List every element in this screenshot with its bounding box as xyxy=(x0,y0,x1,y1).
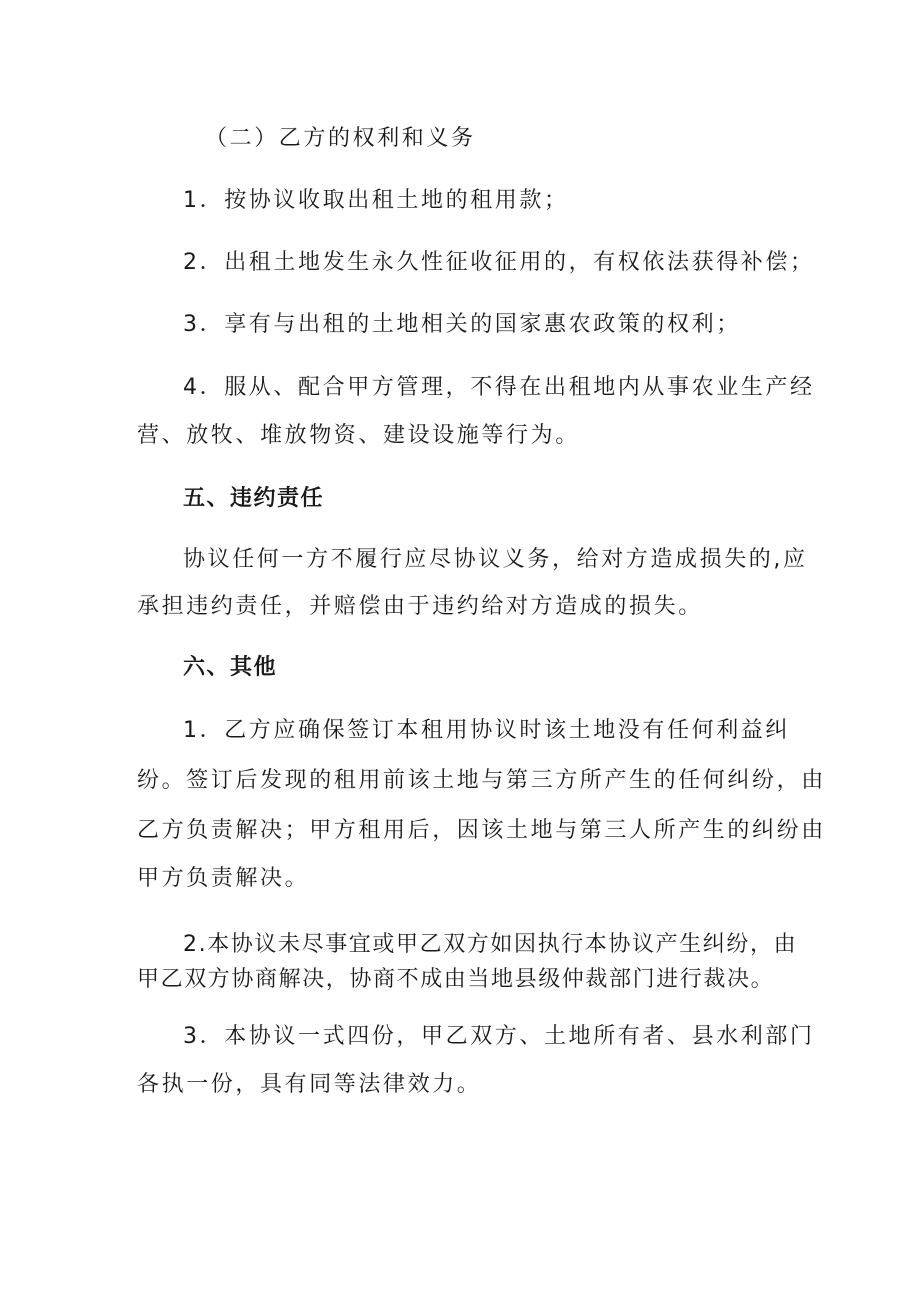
section-6-item3-line1: 3．本协议一式四份，甲乙双方、土地所有者、县水利部门 xyxy=(183,1024,815,1049)
subsection-title: （二）乙方的权利和义务 xyxy=(205,126,476,151)
section-5-heading: 五、违约责任 xyxy=(183,486,325,511)
section-6-item1-line2: 纷。签订后发现的租用前该土地与第三方所产生的任何纠纷，由 xyxy=(137,768,826,793)
rights-item-3: 3．享有与出租的土地相关的国家惠农政策的权利； xyxy=(183,312,741,337)
rights-item-2: 2．出租土地发生永久性征收征用的，有权依法获得补偿； xyxy=(183,250,815,275)
section-6-item1-line4: 甲方负责解决。 xyxy=(137,866,310,891)
section-5-para-line2: 承担违约责任，并赔偿由于违约给对方造成的损失。 xyxy=(137,594,703,619)
rights-item-1: 1．按协议收取出租土地的租用款； xyxy=(183,188,569,213)
rights-item-4-line1: 4．服从、配合甲方管理，不得在出租地内从事农业生产经 xyxy=(183,375,815,400)
section-6-item2-line1: 2.本协议未尽事宜或甲乙双方如因执行本协议产生纠纷，由 xyxy=(183,932,798,957)
section-5-para-line1: 协议任何一方不履行应尽协议义务，给对方造成损失的,应 xyxy=(183,547,808,572)
section-6-item1-line1: 1．乙方应确保签订本租用协议时该土地没有任何利益纠 xyxy=(183,718,790,743)
section-6-item1-line3: 乙方负责解决；甲方租用后，因该土地与第三人所产生的纠纷由 xyxy=(137,818,826,843)
section-6-heading: 六、其他 xyxy=(183,655,278,680)
section-6-item3-line2: 各执一份，具有同等法律效力。 xyxy=(137,1072,482,1097)
rights-item-4-line2: 营、放牧、堆放物资、建设设施等行为。 xyxy=(137,423,580,448)
section-6-item2-line2: 甲乙双方协商解决，协商不成由当地县级仲裁部门进行裁决。 xyxy=(137,967,775,992)
